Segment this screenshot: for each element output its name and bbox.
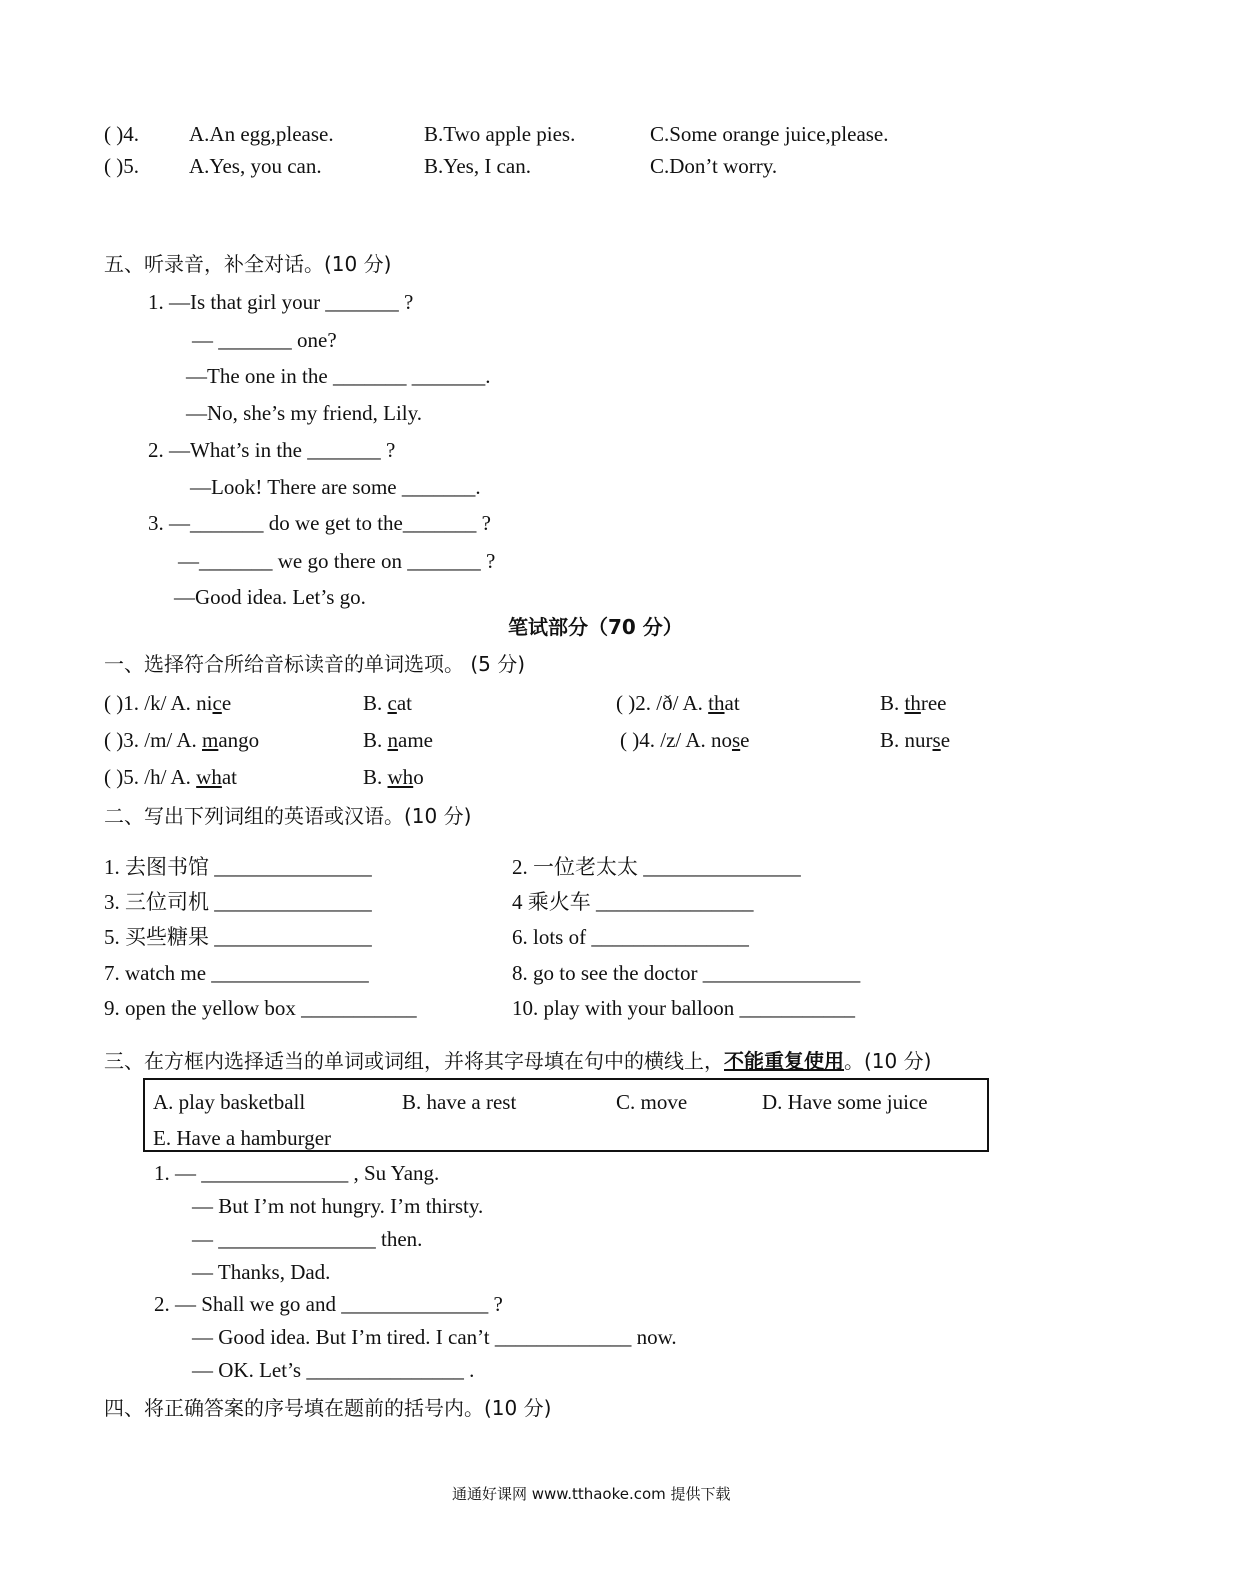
phrase-item: 1. 去图书馆 _______________ [104, 855, 372, 879]
phrase-item: 8. go to see the doctor _______________ [512, 961, 861, 985]
listen-item-4-number: ( )4. [104, 122, 139, 146]
word-option-b: B. have a rest [402, 1090, 517, 1114]
dialogue-line: 2. — Shall we go and ______________ ? [154, 1292, 503, 1316]
dialogue-line: 2. —What’s in the _______ ? [148, 438, 396, 462]
phrase-item: 4 乘火车 _______________ [512, 890, 754, 914]
phrase-item: 2. 一位老太太 _______________ [512, 855, 801, 879]
listen-item-4-option-a: A.An egg,please. [189, 122, 334, 146]
phonics-item-2-option-b: B. three [880, 691, 947, 715]
word-option-d: D. Have some juice [762, 1090, 928, 1114]
phrase-item: 7. watch me _______________ [104, 961, 369, 985]
phonics-item-2: ( )2. /ð/ A. that [616, 691, 740, 715]
listen-item-5-option-c: C.Don’t worry. [650, 154, 778, 178]
listen-item-4-option-c: C.Some orange juice,please. [650, 122, 889, 146]
phonics-item-4: ( )4. /z/ A. nose [620, 728, 750, 752]
dialogue-line: — Thanks, Dad. [192, 1260, 331, 1284]
phonics-item-1-option-b: B. cat [363, 691, 412, 715]
phrase-item: 10. play with your balloon ___________ [512, 996, 855, 1020]
listen-item-5-option-a: A.Yes, you can. [189, 154, 322, 178]
listen-item-4-option-b: B.Two apple pies. [424, 122, 576, 146]
dialogue-line: — OK. Let’s _______________ . [192, 1358, 475, 1382]
dialogue-line: 1. — ______________ , Su Yang. [154, 1161, 440, 1185]
dialogue-line: —The one in the _______ _______. [186, 364, 491, 388]
w4-title: 四、将正确答案的序号填在题前的括号内。(10 分) [104, 1396, 552, 1420]
phonics-item-4-option-b: B. nurse [880, 728, 951, 752]
dialogue-line: — Good idea. But I’m tired. I can’t _____________ now. [192, 1325, 677, 1349]
footer-source: 通通好课网 www.tthaoke.com 提供下载 [452, 1485, 731, 1503]
w3-title: 三、在方框内选择适当的单词或词组，并将其字母填在句中的横线上，不能重复使用。(10 分) [104, 1049, 932, 1073]
dialogue-line: —_______ we go there on _______ ? [178, 549, 496, 573]
phonics-item-3-option-b: B. name [363, 728, 433, 752]
w2-title: 二、写出下列词组的英语或汉语。(10 分) [104, 804, 472, 828]
word-option-e: E. Have a hamburger [153, 1126, 332, 1150]
dialogue-line: 1. —Is that girl your _______ ? [148, 290, 414, 314]
listen-item-5-number: ( )5. [104, 154, 139, 178]
dialogue-line: 3. —_______ do we get to the_______ ? [148, 511, 491, 535]
dialogue-line: — But I’m not hungry. I’m thirsty. [192, 1194, 484, 1218]
word-option-a: A. play basketball [153, 1090, 306, 1114]
phrase-item: 6. lots of _______________ [512, 925, 749, 949]
w1-title: 一、选择符合所给音标读音的单词选项。 (5 分) [104, 652, 526, 676]
dialogue-line: —Good idea. Let’s go. [174, 585, 366, 609]
phonics-item-5-option-b: B. who [363, 765, 424, 789]
written-part-title: 笔试部分（70 分） [508, 615, 683, 639]
phrase-item: 5. 买些糖果 _______________ [104, 925, 372, 949]
listen-item-5-option-b: B.Yes, I can. [424, 154, 531, 178]
dialogue-line: —Look! There are some _______. [190, 475, 481, 499]
phrase-item: 9. open the yellow box ___________ [104, 996, 417, 1020]
word-option-c: C. move [616, 1090, 688, 1114]
phrase-item: 3. 三位司机 _______________ [104, 890, 372, 914]
dialogue-line: — _______________ then. [192, 1227, 423, 1251]
dialogue-line: —No, she’s my friend, Lily. [186, 401, 423, 425]
phonics-item-1: ( )1. /k/ A. nice [104, 691, 232, 715]
dialogue-line: — _______ one? [192, 328, 337, 352]
section5-title: 五、听录音，补全对话。(10 分) [104, 252, 392, 276]
phonics-item-5: ( )5. /h/ A. what [104, 765, 237, 789]
phonics-item-3: ( )3. /m/ A. mango [104, 728, 260, 752]
